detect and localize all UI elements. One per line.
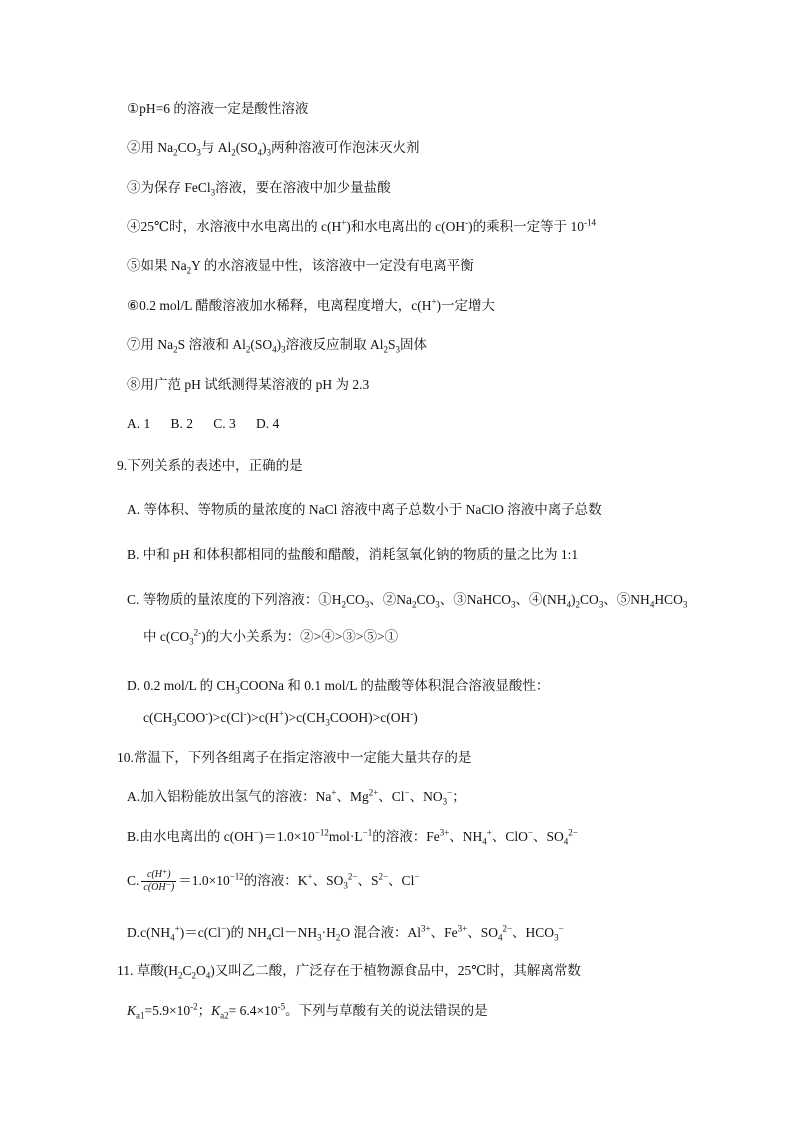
question-9-stem: 9.下列关系的表述中，正确的是 — [117, 458, 303, 473]
question-9-option-d-cont: $c(CH_3COO^-)>c(Cl^-)>c(H^+)>c(CH_3COOH)>c(OH^-)$ — [143, 708, 418, 728]
question-10-option-d: $D.c(NH_4^+)=c(Cl^-)$的 $NH_4Cl-NH_3\cdot H_2O$ 混合液：$Al^{3+}$、$Fe^{3+}$、$SO_4^{2-}$、$HCO_3^-$ — [127, 923, 564, 943]
question-9-option-c-cont: 中 $c(CO_3^{2-})$的大小关系为：②>④>③>⑤>① — [143, 627, 399, 647]
statement-3: ③为保存 FeCl$_3$溶液，要在溶液中加少量盐酸 — [127, 180, 391, 198]
question-10-stem: 10.常温下，下列各组离子在指定溶液中一定能大量共存的是 — [117, 750, 472, 765]
statement-7: ⑦用 $Na_2S$ 溶液和 $Al_2(SO_4)_3$溶液反应制取 $Al_2S_3$固体 — [127, 337, 428, 355]
statement-2: ②用 $Na_2CO_3$与 $Al_2(SO_4)_3$两种溶液可作泡沫灭火剂 — [127, 140, 420, 158]
question-11-stem: 11. 草酸$(H_2C_2O_4)$又叫乙二酸，广泛存在于植物源食品中，25℃时，其解离常数 — [117, 963, 581, 981]
statement-8: ⑧用广范 pH 试纸测得某溶液的 pH 为 2.3 — [127, 377, 370, 392]
statement-4: ④25℃时，水溶液中水电离出的 c(H+)和水电离出的 c(OH-)的乘积一定等于 $10^{-14}$ — [127, 217, 597, 234]
question-10-option-c: C. $\frac{c(H^+)}{c(OH^-)}$ $=1.0\times 10^{-12}$的溶液：K+、$SO_3^{2-}$、$S^{2-}$、Cl− — [127, 869, 420, 894]
statement-6: ⑥0.2 mol/L 醋酸溶液加水稀释，电离程度增大，c(H+)一定增大 — [127, 296, 496, 313]
fraction-h-over-oh: $\frac{c(H^+)}{c(OH^-)}$ — [143, 869, 175, 894]
question-9-option-c: C. 等物质的量浓度的下列溶液：$①H_2CO_3$、$②Na_2CO_3$、③NaHCO$_3$、$④(NH_4)_2CO_3$、$⑤NH_4HCO_3$ — [127, 592, 688, 610]
question-9-option-d: D. 0.2 mol/L 的 $CH_3COONa$ 和 0.1 mol/L 的盐酸等体积混合溶液显酸性： — [127, 678, 550, 696]
question-9-option-b: B. 中和 pH 和体积都相同的盐酸和醋酸，消耗氢氧化钠的物质的量之比为 1:1 — [127, 547, 579, 562]
question-9-option-a: A. 等体积、等物质的量浓度的 NaCl 溶液中离子总数小于 NaClO 溶液中离子总数 — [127, 502, 602, 517]
question-10-option-a: A.加入铝粉能放出氢气的溶液：Na+、$Mg^{2+}$、Cl−、$NO_3^-$； — [127, 787, 466, 807]
statement-1: ①pH=6 的溶液一定是酸性溶液 — [127, 101, 309, 116]
question-11-stem-cont: $K_{a1}=5.9\times 10^{-2}$；$K_{a2}= 6.4\times 10^{-5}$。下列与草酸有关的说法错误的是 — [127, 1001, 488, 1021]
options-q8: A. 1 B. 2 C. 3 D. 4 — [127, 416, 280, 431]
statement-5: ⑤如果 $Na_2Y$ 的水溶液显中性，该溶液中一定没有电离平衡 — [127, 258, 474, 276]
question-10-option-b: B.由水电离出的 $c(OH^-)=1.0\times 10^{-12}mol\cdot L^{-1}$的溶液：$Fe^{3+}$、$NH_4^+$、ClO−、$SO_4^{2-}$ — [127, 827, 578, 847]
